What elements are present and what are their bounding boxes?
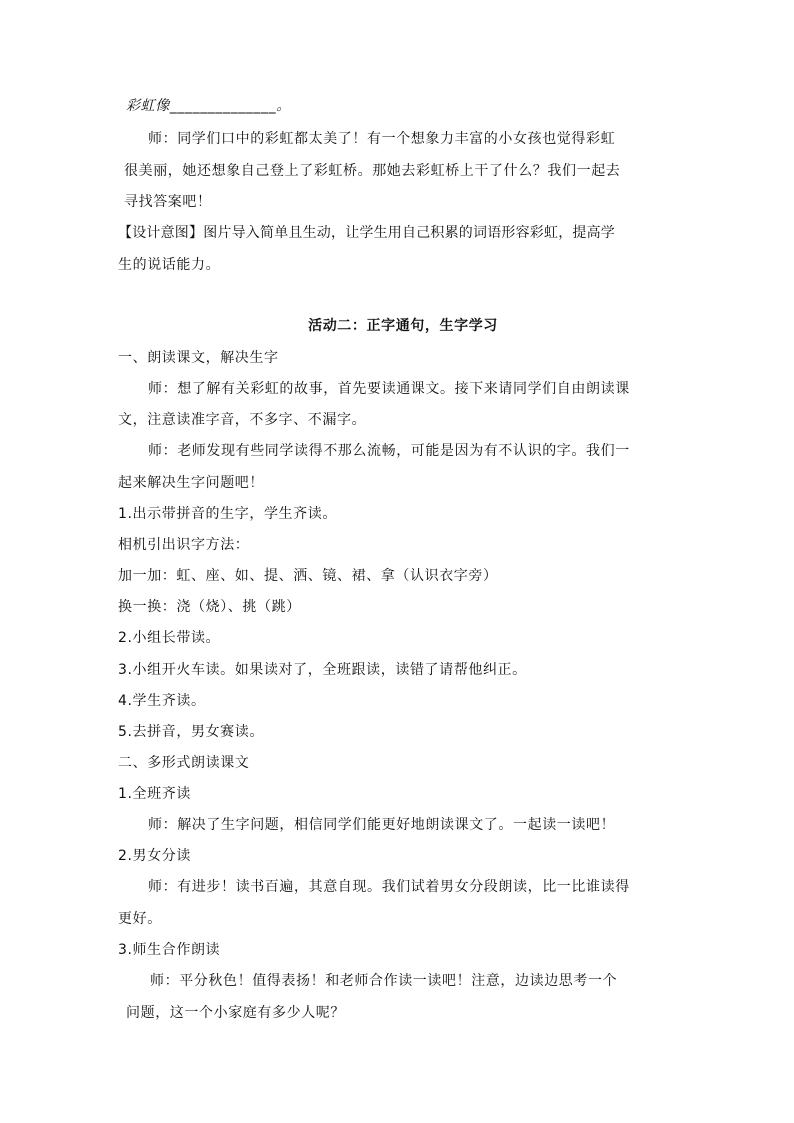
teacher-fluency-line-1: 师：老师发现有些同学读得不那么流畅，可能是因为有不认识的字。我们一 bbox=[148, 443, 630, 459]
teacher-line-3: 寻找答案吧！ bbox=[124, 194, 212, 210]
step-five-line: 5.去拼音，男女赛读。 bbox=[118, 724, 264, 740]
teacher-student-reading-heading: 3.师生合作朗读 bbox=[118, 942, 221, 958]
boys-girls-reading-heading: 2.男女分读 bbox=[118, 848, 191, 864]
teacher-student-reading-text-2: 问题，这一个小家庭有多少人呢？ bbox=[126, 1005, 345, 1021]
add-method-line: 加一加：虹、座、如、提、洒、镜、裙、拿（认识衣字旁） bbox=[118, 568, 498, 584]
teacher-line-2: 很美丽，她还想象自己登上了彩虹桥。那她去彩虹桥上干了什么？我们一起去 bbox=[124, 163, 621, 179]
teacher-line-1: 师：同学们口中的彩虹都太美了！有一个想象力丰富的小女孩也觉得彩虹 bbox=[148, 131, 616, 147]
step-two-line: 2.小组长带读。 bbox=[118, 630, 221, 646]
boys-girls-reading-text-1: 师：有进步！读书百遍，其意自现。我们试着男女分段朗读，比一比谁读得 bbox=[148, 879, 630, 895]
section-one-heading: 一、朗读课文，解决生字 bbox=[118, 350, 279, 366]
teacher-reading-line-1: 师：想了解有关彩虹的故事，首先要读通课文。接下来请同学们自由朗读课 bbox=[148, 381, 630, 397]
activity-two-title: 活动二：正字通句，生字学习 bbox=[308, 318, 498, 334]
rainbow-fill-blank-line: 彩虹像______________。 bbox=[126, 98, 291, 114]
whole-class-reading-heading: 1.全班齐读 bbox=[118, 786, 191, 802]
method-intro-line: 相机引出识字方法： bbox=[118, 537, 250, 553]
step-four-line: 4.学生齐读。 bbox=[118, 693, 206, 709]
design-intent-line-1: 【设计意图】图片导入简单且生动，让学生用自己积累的词语形容彩虹，提高学 bbox=[118, 225, 615, 241]
section-two-heading: 二、多形式朗读课文 bbox=[118, 755, 250, 771]
teacher-fluency-line-2: 起来解决生字问题吧！ bbox=[118, 475, 264, 491]
teacher-reading-line-2: 文，注意读准字音，不多字、不漏字。 bbox=[118, 412, 367, 428]
design-intent-line-2: 生的说话能力。 bbox=[118, 257, 221, 273]
step-three-line: 3.小组开火车读。如果读对了，全班跟读，读错了请帮他纠正。 bbox=[118, 662, 527, 678]
whole-class-reading-text: 师：解决了生字问题，相信同学们能更好地朗读课文了。一起读一读吧！ bbox=[148, 817, 616, 833]
boys-girls-reading-text-2: 更好。 bbox=[118, 911, 162, 927]
teacher-student-reading-text-1: 师：平分秋色！值得表扬！和老师合作读一读吧！注意，边读边思考一个 bbox=[150, 973, 618, 989]
change-method-line: 换一换：浇（烧）、挑（跳） bbox=[118, 599, 301, 615]
step-one-line: 1.出示带拼音的生字，学生齐读。 bbox=[118, 506, 337, 522]
